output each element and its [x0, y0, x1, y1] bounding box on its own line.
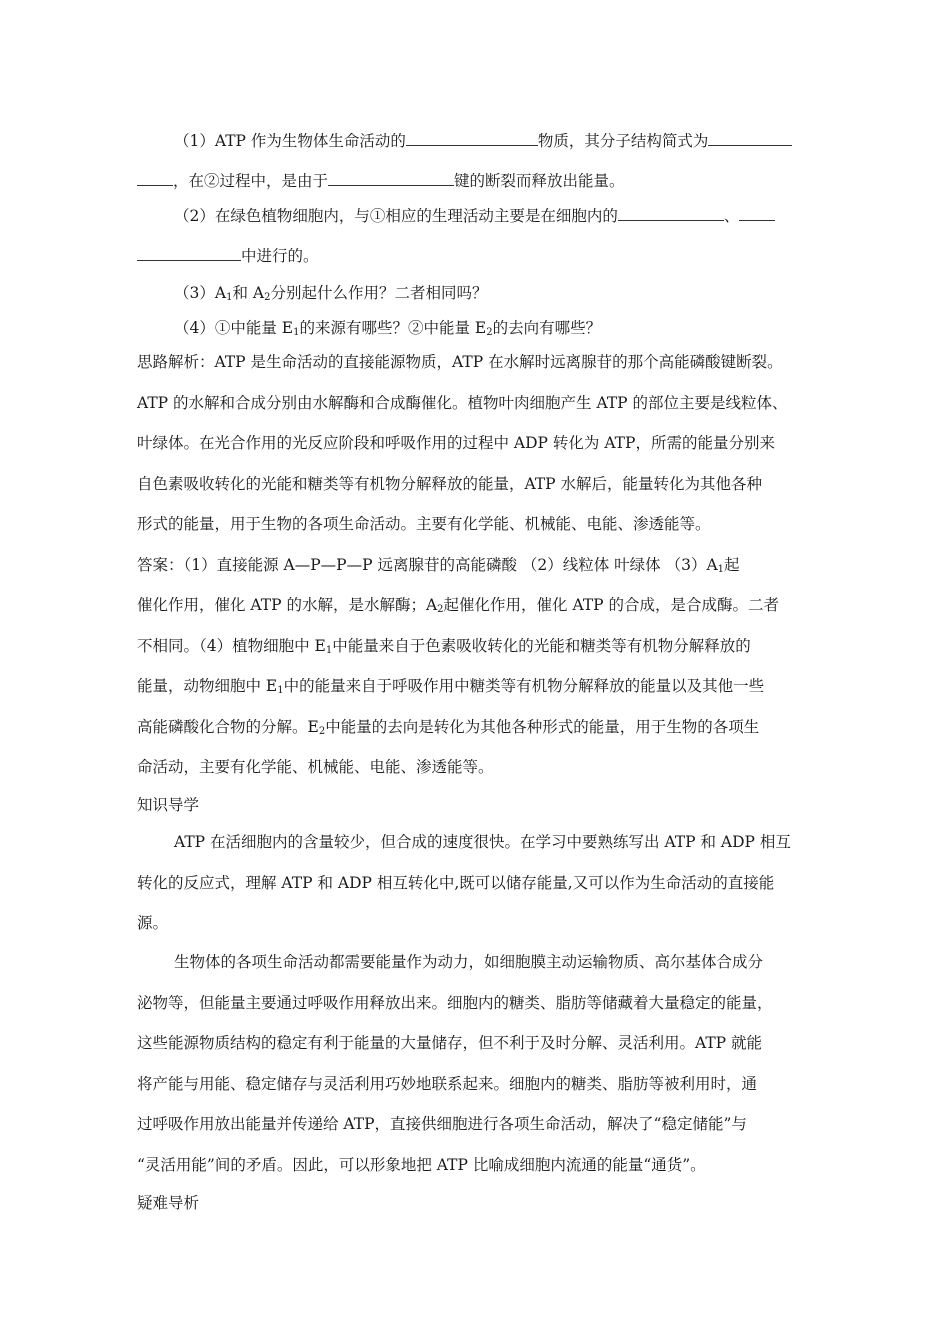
answer-line: 命活动，主要有化学能、机械能、电能、渗透能等。: [137, 758, 494, 776]
paragraph-line: 源。: [137, 914, 169, 932]
paragraph-line: 生物体的各项生命活动都需要能量作为动力，如细胞膜主动运输物质、高尔基体合成分: [174, 953, 764, 971]
answer-line: 不相同。（4）植物细胞中 $E_1$中能量来自于色素吸收转化的光能和糖类等有机物分解释放的: [137, 637, 751, 656]
analysis-line: 叶绿体。在光合作用的光反应阶段和呼吸作用的过程中 ADP 转化为 ATP，所需的能量分别来: [137, 434, 775, 452]
analysis-line: 自色素吸收转化的光能和糖类等有机物分解释放的能量，ATP 水解后，能量转化为其他各种: [137, 475, 763, 493]
paragraph-line: 转化的反应式，理解 ATP 和 ADP 相互转化中,既可以储存能量,又可以作为生命活动的直接能: [137, 874, 775, 892]
q1-line-1: （1）ATP 作为生物体生命活动的 物质，其分子结构简式为: [174, 130, 792, 151]
q3-line: $(3)A_1$和 $A_2$分别起什么作用？二者相同吗？: [174, 284, 488, 303]
paragraph-line: 将产能与用能、稳定储存与灵活利用巧妙地联系起来。细胞内的糖类、脂肪等被利用时，通: [137, 1075, 758, 1093]
answer-line: 高能磷酸化合物的分解。$E_2$中能量的去向是转化为其他各种形式的能量，用于生物的各项生: [137, 718, 760, 737]
answer-line: 催化作用，催化 ATP 的水解，是水解酶；$A_2$起催化作用，催化 ATP 的合成，是合成酶。二者: [137, 596, 780, 615]
fill-blank: [328, 170, 454, 186]
fill-blank: [406, 130, 538, 146]
fill-blank: [618, 205, 724, 221]
analysis-line: 思路解析：ATP 是生命活动的直接能源物质，ATP 在水解时远离腺苷的那个高能磷酸键断裂。: [137, 353, 783, 371]
paragraph-line: ATP 在活细胞内的含量较少，但合成的速度很快。在学习中要熟练写出 ATP 和 ADP 相互: [174, 833, 791, 851]
q2-line-2: 中进行的。: [137, 245, 319, 266]
paragraph-line: 这些能源物质结构的稳定有利于能量的大量储存，但不利于及时分解、灵活利用。ATP 就能: [137, 1034, 763, 1052]
analysis-line: 形式的能量，用于生物的各项生命活动。主要有化学能、机械能、电能、渗透能等。: [137, 515, 711, 533]
fill-blank: [137, 170, 173, 186]
paragraph-line: 过呼吸作用放出能量并传递给 ATP，直接供细胞进行各项生命活动，解决了“稳定储能”与: [137, 1115, 747, 1133]
q1-line-2: ，在②过程中，是由于 键的断裂而释放出能量。: [137, 170, 625, 191]
section-heading-difficulty: 疑难导析: [137, 1194, 200, 1212]
analysis-line: ATP 的水解和合成分别由水解酶和合成酶催化。植物叶肉细胞产生 ATP 的部位主要是线粒体、: [137, 394, 788, 412]
paragraph-line: 泌物等，但能量主要通过呼吸作用释放出来。细胞内的糖类、脂肪等储藏着大量稳定的能量，: [137, 994, 773, 1012]
fill-blank: [137, 245, 241, 261]
fill-blank: [739, 205, 775, 221]
answer-line: 答案：（1）直接能源 A—P—P—P 远离腺苷的高能磷酸 （2）线粒体 叶绿体 $(3)A_1$起: [137, 556, 740, 575]
fill-blank: [708, 130, 792, 146]
paragraph-line: “灵活用能”间的矛盾。因此，可以形象地把 ATP 比喻成细胞内流通的能量“通货”。: [137, 1156, 706, 1174]
section-heading-knowledge: 知识导学: [137, 796, 200, 814]
q4-line: （4）①中能量 $E_1$的来源有哪些？②中能量 $E_2$的去向有哪些？: [174, 319, 602, 338]
q2-line-1: （2）在绿色植物细胞内，与①相应的生理活动主要是在细胞内的 、: [174, 205, 775, 226]
answer-line: 能量，动物细胞中 $E_1$中的能量来自于呼吸作用中糖类等有机物分解释放的能量以及其他一些: [137, 677, 765, 696]
